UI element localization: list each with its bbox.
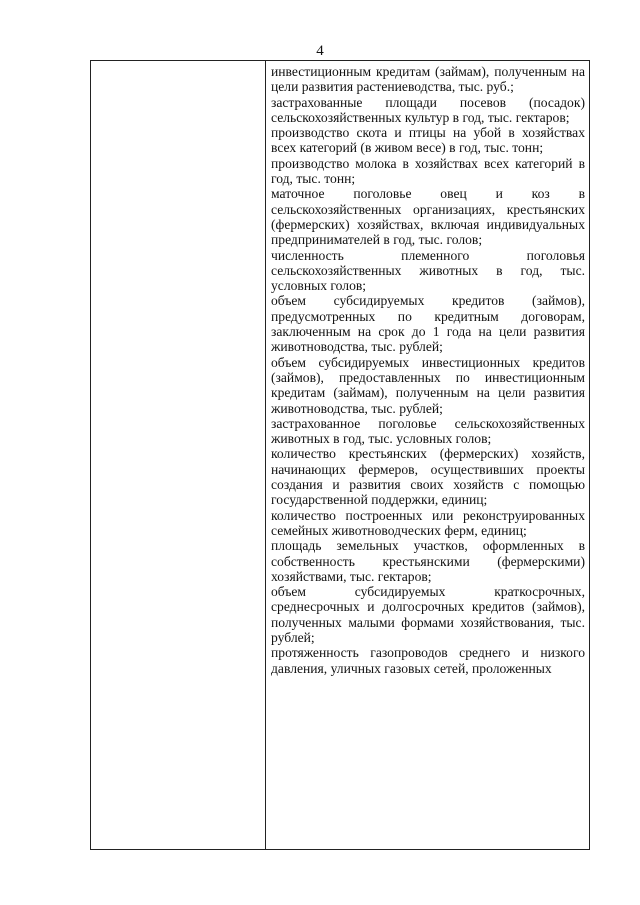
indicator-paragraph: протяженность газопроводов среднего и низкого давления, уличных газовых сетей, проложенных: [271, 645, 585, 676]
indicator-paragraph: объем субсидируемых инвестиционных кредитов (займов), предоставленных по инвестиционным кредитам (займам), полученным на цели развития животноводства, тыс. рублей;: [271, 354, 585, 416]
page-number: 4: [316, 43, 324, 59]
indicator-paragraph: маточное поголовье овец и коз в сельскохозяйственных организациях, крестьянских (фермерских) хозяйствах, включая индивидуальных предпринимателей в год, тыс. голов;: [271, 186, 585, 248]
indicator-paragraph: производство молока в хозяйствах всех категорий в год, тыс. тонн;: [271, 155, 585, 187]
indicator-paragraph: застрахованные площади посевов (посадок) сельскохозяйственных культур в год, тыс. гектаров;: [271, 94, 585, 125]
indicator-paragraph: производство скота и птицы на убой в хозяйствах всех категорий (в живом весе) в год, тыс. тонн;: [271, 125, 585, 156]
table-left-cell: [91, 61, 266, 849]
document-table: [90, 60, 590, 850]
table-right-cell: [271, 64, 585, 676]
indicator-paragraph: количество построенных или реконструированных семейных животноводческих ферм, единиц;: [271, 507, 585, 538]
indicator-paragraph: объем субсидируемых краткосрочных, среднесрочных и долгосрочных кредитов (займов), полученных малыми формами хозяйствования, тыс. рублей;: [271, 584, 585, 645]
indicator-paragraph: инвестиционным кредитам (займам), полученным на цели развития растениеводства, тыс. руб.;: [271, 64, 585, 95]
indicator-paragraph: застрахованное поголовье сельскохозяйственных животных в год, тыс. условных голов;: [271, 415, 585, 447]
indicator-paragraph: объем субсидируемых кредитов (займов), предусмотренных по кредитным договорам, заключенным на срок до 1 года на цели развития животноводства, тыс. рублей;: [271, 293, 585, 355]
indicator-paragraph: численность племенного поголовья сельскохозяйственных животных в год, тыс. условных голов;: [271, 247, 585, 294]
indicator-paragraph: количество крестьянских (фермерских) хозяйств, начинающих фермеров, осуществивших проекты создания и развития своих хозяйств с помощью государственной поддержки, единиц;: [271, 446, 585, 508]
indicator-paragraph: площадь земельных участков, оформленных в собственность крестьянскими (фермерскими) хозяйствами, тыс. гектаров;: [271, 538, 585, 584]
